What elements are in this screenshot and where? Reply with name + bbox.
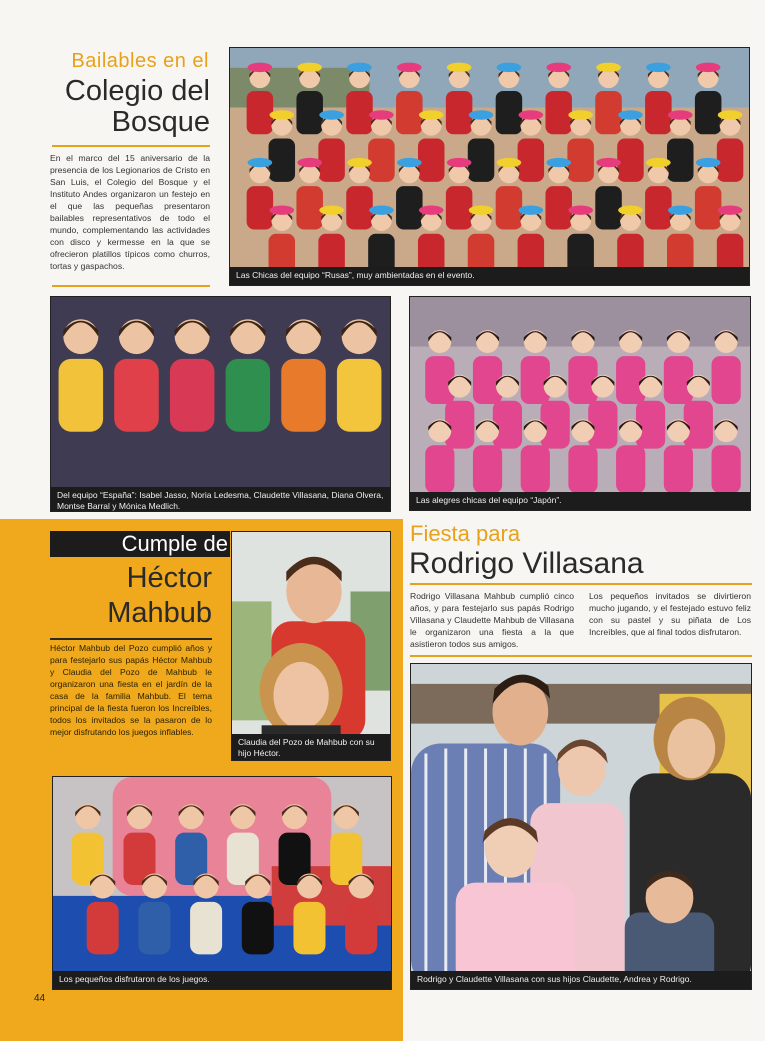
article2-title-line2: Héctor — [126, 562, 212, 594]
article3-title-line2: Rodrigo Villasana — [409, 547, 644, 580]
photo-japon — [409, 296, 751, 511]
photo-juegos — [52, 776, 392, 990]
article2-title-rule — [50, 638, 212, 640]
article2-title-line1: Cumple de — [121, 531, 228, 556]
article1-title-rule — [52, 145, 210, 147]
photo-familia-villasana — [410, 663, 752, 990]
article1-title-line3: Bosque — [111, 106, 210, 138]
page-number: 44 — [34, 993, 46, 1004]
article1-body: En el marco del 15 aniversario de la presencia de los Legionarios de Cristo en San Luis, el Colegio del Bosque y el Instituto Andes organizaron un festejo en el que las pequeñas presentaron bailables representativos de todo el mundo, complementando las actividades con disco y kermesse en la que se ofrecieron platillos típicos como churros, tortas y gaspachos. — [50, 153, 210, 271]
caption-claudia: Claudia del Pozo de Mahbub con su hijo Héctor. — [232, 734, 390, 760]
photo-espana — [50, 296, 391, 512]
article3-body-rule — [410, 655, 752, 657]
photo-claudia-hector — [231, 531, 391, 761]
article3-body-right: Los pequeños invitados se divirtieron mucho jugando, y el festejado estuvo feliz con su pastel y su piñata de Los Increíbles, que al final todos disfrutaron. — [589, 591, 751, 637]
article3-title-rule — [410, 583, 752, 585]
article1-body-rule — [52, 285, 210, 287]
photo-rusas — [229, 47, 750, 286]
article3-body-left: Rodrigo Villasana Mahbub cumplió cinco años, y para festejarlo sus papás Rodrigo Villasana y Claudette Mahbub de Villasana le organizaron una fiesta a la que asistieron todos sus amigos. — [410, 591, 574, 649]
article2-title-line3: Mahbub — [107, 597, 212, 629]
article1-title-line2: Colegio del — [64, 75, 210, 107]
article3-title-line1: Fiesta para — [410, 521, 521, 546]
caption-espana: Del equipo “España”: Isabel Jasso, Noria Ledesma, Claudette Villasana, Diana Olvera, Montse Barral y Mónica Medlich. — [51, 487, 390, 511]
article2-body: Héctor Mahbub del Pozo cumplió años y para festejarlo sus papás Héctor Mahbub y Claudia del Pozo de Mahbub le organizaron una fiesta en el jardín de la casa de la familia Mahbub. El tema principal de la fiesta fueron los Increíbles, todos los invitados se la pasaron de lo mejor disfrutando los juegos inflables. — [50, 643, 212, 737]
caption-juegos: Los pequeños disfrutaron de los juegos. — [53, 971, 391, 989]
caption-rusas: Las Chicas del equipo “Rusas”, muy ambientadas en el evento. — [230, 267, 749, 285]
caption-familia: Rodrigo y Claudette Villasana con sus hijos Claudette, Andrea y Rodrigo. — [411, 971, 751, 989]
caption-japon: Las alegres chicas del equipo “Japón”. — [410, 492, 750, 510]
article1-title-top: Bailables en el — [71, 50, 209, 72]
